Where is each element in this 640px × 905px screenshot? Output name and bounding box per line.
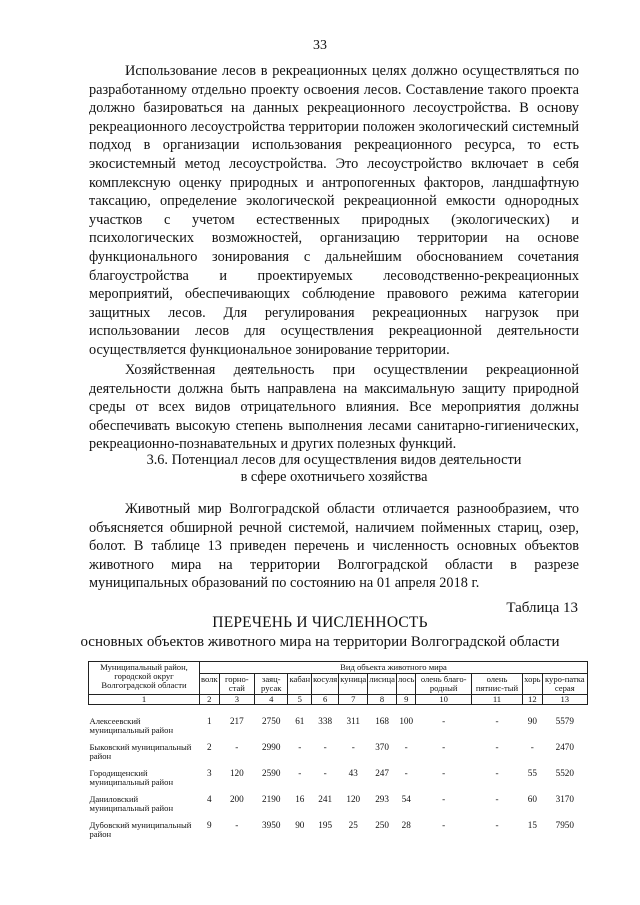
- table-row: [89, 761, 588, 787]
- value-cell: 60: [527, 794, 537, 804]
- species-group-header: Вид объекта животного мира: [200, 662, 588, 674]
- value-cell: 338: [318, 716, 333, 726]
- value-cell: 217: [229, 716, 244, 726]
- value-cell: 5520: [555, 768, 574, 778]
- value-cell: 120: [346, 794, 361, 804]
- value-cell: 3: [207, 768, 212, 778]
- species-header: олень благо-родный: [416, 674, 471, 695]
- species-header: кабан: [288, 674, 312, 695]
- value-cell: 2990: [262, 742, 281, 752]
- value-cell: 5579: [555, 716, 574, 726]
- value-cell: 16: [295, 794, 305, 804]
- value-cell: 200: [229, 794, 244, 804]
- value-cell: -: [495, 716, 499, 726]
- region-cell: Даниловский муниципальный район: [89, 794, 174, 813]
- value-cell: -: [404, 768, 408, 778]
- table-title: ПЕРЕЧЕНЬ И ЧИСЛЕННОСТЬ: [212, 614, 428, 631]
- region-cell: Быковский муниципальный район: [89, 742, 192, 761]
- value-cell: 61: [295, 716, 305, 726]
- column-number: 13: [542, 695, 587, 705]
- table-row: [89, 709, 588, 735]
- table-row: [89, 813, 588, 839]
- fauna-table-body: [89, 705, 588, 840]
- value-cell: 311: [346, 716, 360, 726]
- value-cell: -: [442, 716, 446, 726]
- fauna-table: [88, 661, 588, 839]
- value-cell: 43: [348, 768, 358, 778]
- page-number: 33: [313, 38, 327, 53]
- column-number-row: [89, 695, 588, 705]
- value-cell: 1: [207, 716, 212, 726]
- value-cell: -: [495, 742, 499, 752]
- table-row: [89, 787, 588, 813]
- value-cell: -: [530, 742, 534, 752]
- column-number: 4: [255, 695, 288, 705]
- region-column-header: Муниципальный район, городской округ Волгоградской области: [89, 662, 200, 695]
- region-cell: Городищенский муниципальный район: [89, 768, 174, 787]
- paragraph-recreational-use: Использование лесов в рекреационных целях должно осуществляться по разработанному отдельно проекту освоения лесов. Составление такого проекта должно базироваться на данных рекреационного лесоустройства. В основу рекреационного лесоустройства территории положен экологический системный подход в организации использования рекреационного ресурса, то есть экосистемный метод лесоустройства. Это лесоустройство включает в себя комплексную оценку природных и антропогенных факторов, ландшафтную таксацию, определение экологической рекреационной емкости однородных участков с учетом естественных природных (экологических) и психологических возможностей, организацию территории на основе функционального зонирования с дальнейшим обоснованием сочетания благоустройства и проектируемых лесоводственно-рекреационных мероприятий, обеспечивающих соблюдение правового режима категории защитных лесов. Для регулирования рекреационных нагрузок при использовании лесов для осуществления рекреационной деятельности осуществляется функциональное зонирование территории.: [89, 63, 579, 358]
- value-cell: 90: [527, 716, 537, 726]
- value-cell: 168: [375, 716, 389, 726]
- column-number: 9: [396, 695, 416, 705]
- column-number: 6: [312, 695, 339, 705]
- column-number: 8: [368, 695, 397, 705]
- value-cell: 241: [318, 794, 333, 804]
- column-number: 1: [89, 695, 200, 705]
- value-cell: -: [495, 768, 499, 778]
- value-cell: 2590: [262, 768, 281, 778]
- species-header: олень пятнис-тый: [471, 674, 522, 695]
- value-cell: -: [495, 820, 499, 830]
- value-cell: -: [351, 742, 355, 752]
- value-cell: 55: [527, 768, 537, 778]
- value-cell: 2750: [262, 716, 281, 726]
- value-cell: -: [495, 794, 499, 804]
- species-header: лисица: [368, 674, 397, 695]
- region-cell: Алексеевский муниципальный район: [89, 716, 174, 735]
- value-cell: 120: [229, 768, 244, 778]
- species-header: горно-стай: [219, 674, 254, 695]
- value-cell: 250: [375, 820, 389, 830]
- column-number: 10: [416, 695, 471, 705]
- region-cell: Дубовский муниципальный район: [89, 820, 192, 839]
- value-cell: -: [235, 742, 239, 752]
- column-number: 7: [339, 695, 368, 705]
- species-header: косуля: [312, 674, 339, 695]
- column-number: 2: [200, 695, 220, 705]
- species-header: волк: [200, 674, 220, 695]
- value-cell: 4: [207, 794, 212, 804]
- paragraph-economic-activity: Хозяйственная деятельность при осуществлении рекреационной деятельности должна быть направлена на максимальную защиту природной среды от всех видов отрицательного влияния. Все мероприятия должны обеспечивать высокую степень выполнения лесами санитарно-гигиенических, рекреационно-познавательных и других полезных функций.: [89, 362, 579, 453]
- value-cell: -: [323, 768, 327, 778]
- value-cell: -: [298, 768, 302, 778]
- value-cell: -: [442, 768, 446, 778]
- value-cell: -: [298, 742, 302, 752]
- column-number: 12: [523, 695, 542, 705]
- species-header: куро-патка серая: [542, 674, 587, 695]
- species-header: заяц-русак: [255, 674, 288, 695]
- value-cell: 28: [401, 820, 411, 830]
- table-row: [89, 735, 588, 761]
- species-header: куница: [339, 674, 368, 695]
- value-cell: -: [404, 742, 408, 752]
- value-cell: 3950: [262, 820, 281, 830]
- value-cell: 25: [348, 820, 358, 830]
- section-heading-line-2: в сфере охотничьего хозяйства: [240, 469, 428, 485]
- value-cell: 15: [527, 820, 537, 830]
- value-cell: 370: [375, 742, 389, 752]
- value-cell: -: [442, 794, 446, 804]
- value-cell: 2470: [555, 742, 574, 752]
- table-label: Таблица 13: [506, 600, 578, 616]
- section-heading: [89, 452, 579, 486]
- paragraph-fauna: Животный мир Волгоградской области отличается разнообразием, что объясняется обширной речной системой, наличием пойменных стариц, озер, болот. В таблице 13 приведен перечень и численность основных объектов животного мира на территории Волгоградской области в разрезе муниципальных образований по состоянию на 01 апреля 2018 г.: [89, 501, 579, 592]
- value-cell: 100: [399, 716, 414, 726]
- value-cell: 54: [401, 794, 411, 804]
- value-cell: -: [442, 742, 446, 752]
- value-cell: -: [235, 820, 239, 830]
- value-cell: -: [323, 742, 327, 752]
- value-cell: 2: [207, 742, 212, 752]
- value-cell: 195: [318, 820, 333, 830]
- value-cell: 247: [375, 768, 389, 778]
- value-cell: 7950: [555, 820, 574, 830]
- column-number: 5: [288, 695, 312, 705]
- species-header: лось: [396, 674, 416, 695]
- section-heading-line-1: 3.6. Потенциал лесов для осуществления видов деятельности: [146, 452, 522, 468]
- value-cell: 3170: [555, 794, 574, 804]
- value-cell: 90: [295, 820, 305, 830]
- column-number: 3: [219, 695, 254, 705]
- value-cell: 9: [207, 820, 212, 830]
- column-number: 11: [471, 695, 522, 705]
- value-cell: 2190: [262, 794, 281, 804]
- value-cell: -: [442, 820, 446, 830]
- table-subtitle: основных объектов животного мира на территории Волгоградской области: [80, 634, 560, 650]
- value-cell: 293: [375, 794, 389, 804]
- species-header: хорь: [523, 674, 542, 695]
